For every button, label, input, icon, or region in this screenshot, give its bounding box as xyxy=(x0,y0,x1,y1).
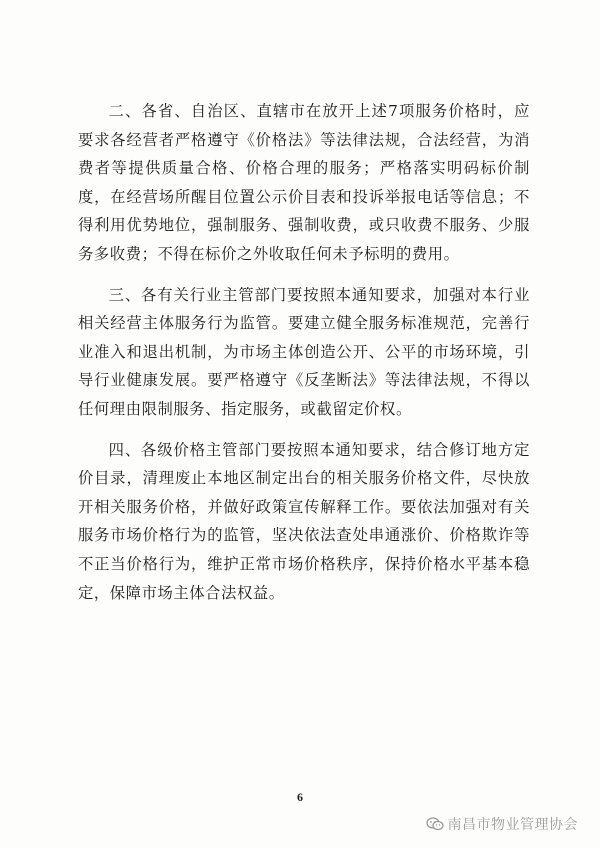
document-body xyxy=(78,97,530,607)
wechat-icon xyxy=(426,817,444,831)
paragraph-3: 三、各有关行业主管部门要按照本通知要求，加强对本行业相关经营主体服务行为监管。要建立健全服务标准规范，完善行业准入和退出机制，为市场主体创造公开、公平的市场环境，引导行业健康发展。要严格遵守《反垄断法》等法律法规，不得以任何理由限制服务、指定服务，或截留定价权。 xyxy=(78,285,530,418)
watermark-text: 南昌市物业管理协会 xyxy=(447,817,578,833)
paragraph-2: 二、各省、自治区、直辖市在放开上述7项服务价格时，应要求各经营者严格遵守《价格法》等法律法规，合法经营，为消费者等提供质量合格、价格合理的服务；严格落实明码标价制度，在经营场所醒目位置公示价目表和投诉举报电话等信息；不得利用优势地位，强制服务、强制收费，或只收费不服务、少服务多收费；不得在标价之外收取任何未予标明的费用。 xyxy=(78,102,530,263)
wechat-watermark xyxy=(426,814,579,834)
paragraph-4: 四、各级价格主管部门要按照本通知要求，结合修订地方定价目录，清理废止本地区制定出台的相关服务价格文件，尽快放开相关服务价格，并做好政策宣传解释工作。要依法加强对有关服务市场价格行为的监管，坚决依法查处串通涨价、价格欺诈等不正当价格行为，维护正常市场价格秩序，保持价格水平基本稳定，保障市场主体合法权益。 xyxy=(78,440,530,602)
page-number: 6 xyxy=(297,790,303,804)
